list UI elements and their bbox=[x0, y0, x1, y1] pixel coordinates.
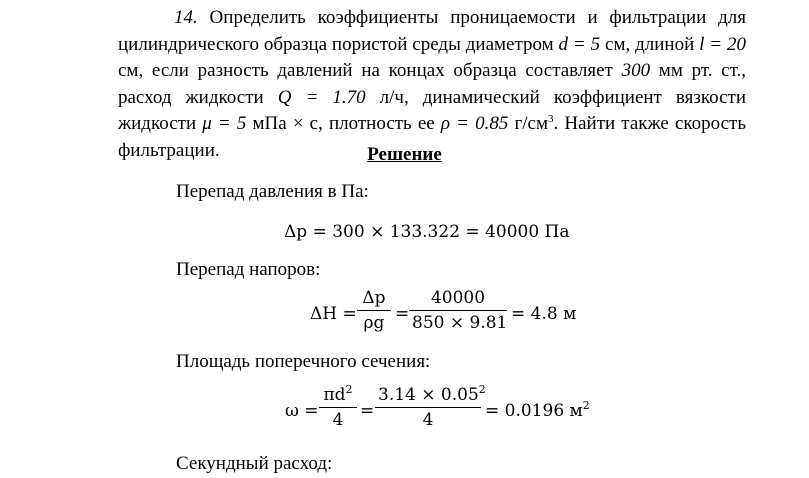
fraction-bar bbox=[375, 407, 481, 408]
fraction-dp-rhog bbox=[357, 288, 391, 333]
superscript: 2 bbox=[345, 383, 353, 396]
label-cross-section: Площадь поперечного сечения: bbox=[176, 351, 431, 372]
problem-statement bbox=[118, 5, 746, 164]
fraction-numerator bbox=[375, 383, 486, 405]
problem-number: 14. bbox=[174, 7, 198, 28]
value-diameter: d = 5 bbox=[558, 33, 601, 55]
value-density: ρ = 0.85 bbox=[440, 113, 509, 134]
fraction-numerator: Δp bbox=[362, 288, 386, 308]
numerator-text: 3.14 × 0.05 bbox=[378, 385, 479, 405]
label-head-drop: Перепад напоров: bbox=[176, 259, 321, 280]
fraction-values bbox=[409, 288, 507, 333]
value-flow: Q = 1.70 bbox=[277, 86, 366, 108]
problem-text: . Найти также скорость фильтрации. bbox=[118, 113, 747, 161]
problem-text: л/ч, динамический коэффициент вязкости жидкости bbox=[118, 86, 747, 134]
superscript: 2 bbox=[582, 399, 590, 412]
value-pressure: 300 bbox=[621, 60, 651, 81]
fraction-bar bbox=[357, 310, 391, 311]
result-text: = 0.0196 м bbox=[485, 401, 583, 421]
fraction-bar bbox=[319, 407, 357, 408]
fraction-denominator: 850 × 9.81 bbox=[412, 313, 508, 333]
label-pressure-drop: Перепад давления в Па: bbox=[176, 181, 369, 202]
fraction-values bbox=[375, 383, 486, 430]
equation-pressure bbox=[284, 222, 570, 242]
equation-head-lhs: ΔH = bbox=[310, 304, 357, 324]
problem-text: Определить коэффициенты проницаемости и фильтрации для цилиндрического образца пористой среды диаметром bbox=[118, 7, 746, 55]
equation-area-lhs: ω = bbox=[285, 401, 319, 421]
fraction-denominator: ρg bbox=[363, 313, 385, 333]
fraction-numerator: 40000 bbox=[430, 288, 486, 308]
problem-text: см, если разность давлений на концах образца составляет bbox=[118, 60, 622, 81]
value-viscosity: μ = 5 bbox=[202, 113, 247, 134]
equation-head bbox=[310, 288, 577, 344]
equation-area-result bbox=[485, 401, 590, 421]
equation-head-result: = 4.8 м bbox=[511, 304, 577, 324]
equals-sign: = bbox=[360, 401, 375, 421]
problem-text: г/см bbox=[508, 113, 548, 134]
equation-area bbox=[285, 383, 590, 441]
fraction-denominator: 4 bbox=[422, 410, 434, 430]
numerator-text: πd bbox=[323, 385, 346, 405]
superscript: 2 bbox=[478, 383, 486, 396]
value-length: l = 20 bbox=[699, 33, 747, 55]
problem-text: мм рт. ст., расход жидкости bbox=[118, 60, 746, 108]
label-second-flow: Секундный расход: bbox=[176, 453, 333, 474]
superscript: 3 bbox=[548, 113, 554, 125]
solution-heading: Решение bbox=[367, 144, 442, 165]
fraction-denominator: 4 bbox=[332, 410, 344, 430]
fraction-numerator bbox=[319, 385, 357, 405]
equals-sign: = bbox=[395, 304, 410, 324]
equation-pressure-text: Δp = 300 × 133.322 = 40000 Па bbox=[284, 222, 570, 242]
problem-text: мПа × с, плотность ее bbox=[246, 113, 441, 134]
fraction-pi-d2 bbox=[319, 385, 357, 430]
fraction-bar bbox=[409, 310, 507, 311]
problem-text: см, длиной bbox=[600, 33, 700, 55]
